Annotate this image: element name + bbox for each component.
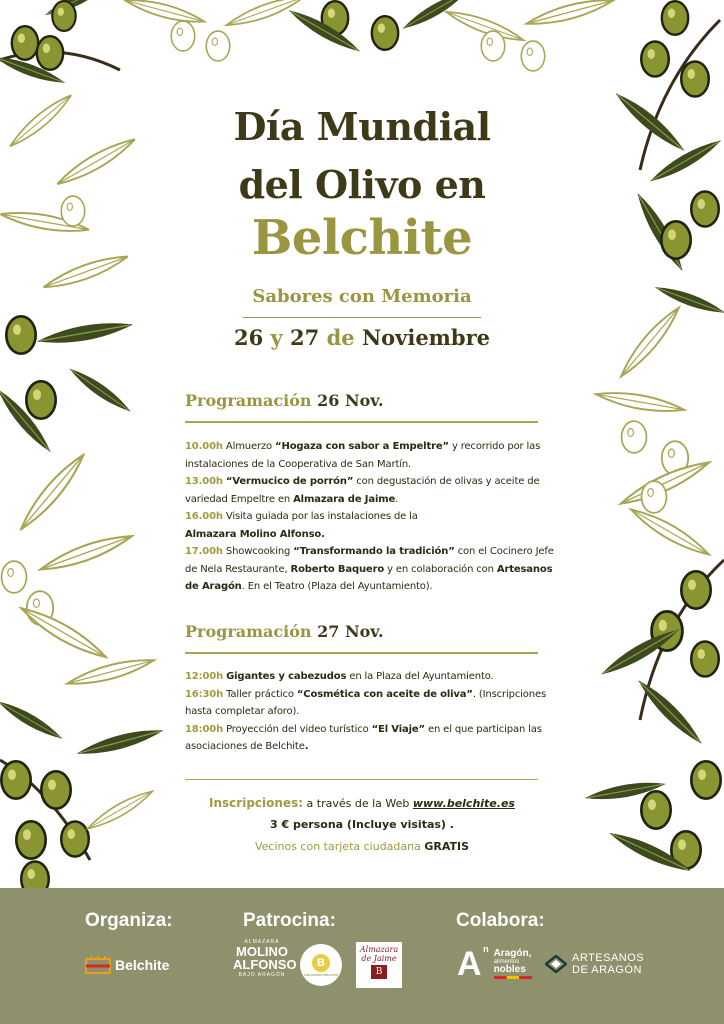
date-month: Noviembre xyxy=(361,325,491,350)
event-item xyxy=(185,508,565,543)
event-time: 17.00h xyxy=(185,546,223,557)
aragon-alimentos-nobles-logo xyxy=(457,944,532,984)
neighbors-line xyxy=(150,840,574,853)
inscriptions-text: a través de la Web xyxy=(303,797,413,810)
event-highlight: . xyxy=(304,741,309,752)
event-time: 10.00h xyxy=(185,441,223,452)
logo-text: ALFONSO xyxy=(233,957,297,972)
almazara-de-jaime-logo xyxy=(356,942,402,988)
event-time: 18:00h xyxy=(185,723,224,735)
program-heading-26 xyxy=(185,391,384,410)
event-highlight: “El Viaje” xyxy=(371,723,425,735)
belchite-emblem-icon xyxy=(85,955,111,975)
artesanos-emblem-icon xyxy=(545,955,567,973)
event-time: 12:00h xyxy=(185,671,224,682)
patrocina-label: Patrocina: xyxy=(243,910,336,931)
logo-text: Aragón, xyxy=(493,948,532,959)
event-text: . xyxy=(395,493,399,505)
program-heading-day: 27 Nov. xyxy=(317,622,384,641)
inscriptions-line xyxy=(150,796,574,810)
belchite-logo xyxy=(85,952,195,978)
aragon-a-icon xyxy=(457,944,489,983)
program-events-26 xyxy=(185,438,565,596)
neighbors-text: Vecinos con tarjeta ciudadana xyxy=(254,840,425,853)
event-time: 13.00h xyxy=(185,476,223,487)
event-text: Showcooking xyxy=(222,546,294,557)
event-highlight: Almazara de Jaime xyxy=(293,493,396,505)
event-highlight: “Vermucico de porrón” xyxy=(225,476,354,487)
event-text: con degustación de olivas y aceite de variedad Empeltre en xyxy=(185,476,540,505)
event-text: y recorrido por las instalaciones de la Cooperativa de San Martín. xyxy=(185,441,541,470)
program-events-27 xyxy=(185,668,565,756)
logo-text: ALMAZARA xyxy=(244,939,280,945)
event-highlight: Gigantes y cabezudos xyxy=(226,671,347,682)
title-line-3: Belchite xyxy=(251,210,473,266)
logo-text: MOLINO xyxy=(236,944,288,959)
website-link[interactable]: www.belchite.es xyxy=(412,797,515,810)
date-day-2: 27 xyxy=(290,325,320,350)
artesanos-logo-text xyxy=(572,952,644,976)
subtitle-divider xyxy=(243,317,481,318)
logo-text: de Jaime xyxy=(361,954,397,963)
organiza-label: Organiza: xyxy=(85,910,173,931)
program-divider xyxy=(185,652,538,654)
event-text: . En el Teatro (Plaza del Ayuntamiento). xyxy=(241,581,433,592)
logo-text: n xyxy=(483,944,489,954)
event-highlight: “Hogaza con sabor a Empeltre” xyxy=(275,441,449,452)
program-divider xyxy=(185,421,538,423)
logo-text: ARTESANOS xyxy=(572,952,645,964)
event-text: Almuerzo xyxy=(222,441,276,452)
logo-text: DE ARAGÓN xyxy=(572,964,642,976)
logo-text: SAN MARTÍN BELCHITE xyxy=(303,972,339,977)
event-text: Visita guiada por las instalaciones de la xyxy=(222,511,418,522)
logo-text: nobles xyxy=(493,964,526,975)
subtitle: Sabores con Memoria xyxy=(252,286,472,307)
san-martin-icon: B xyxy=(312,954,330,972)
event-text: . (Inscripciones hasta completar aforo). xyxy=(185,688,547,717)
aragon-logo-text xyxy=(494,949,532,979)
event-item xyxy=(185,668,565,686)
free-label: GRATIS xyxy=(424,840,470,853)
event-item xyxy=(185,543,565,596)
event-item xyxy=(185,438,565,473)
molino-alfonso-logo xyxy=(233,939,297,978)
program-heading-label: Programación xyxy=(185,391,312,410)
event-text: y en colaboración con xyxy=(384,563,497,575)
logo-text: BAJO ARAGÓN xyxy=(238,972,286,978)
san-martin-logo xyxy=(300,944,342,986)
event-item xyxy=(185,721,565,756)
event-highlight: “Transformando la tradición” xyxy=(293,546,455,557)
logo-text: alimentos xyxy=(493,959,520,965)
artesanos-de-aragon-logo xyxy=(545,952,644,976)
event-time: 16.00h xyxy=(185,511,223,522)
event-item xyxy=(185,686,565,721)
event-highlight: “Cosmética con aceite de oliva” xyxy=(296,688,473,700)
logo-text: Almazara xyxy=(359,945,399,954)
inscriptions-label: Inscripciones: xyxy=(209,796,304,810)
belchite-logo-text: Belchite xyxy=(115,957,170,973)
event-highlight: Almazara Molino Alfonso. xyxy=(185,528,325,540)
logo-text: A xyxy=(457,945,482,983)
date-conjunction: y xyxy=(270,325,283,350)
program-heading-day: 26 Nov. xyxy=(317,391,384,410)
event-item xyxy=(185,473,565,508)
event-dates xyxy=(150,325,574,350)
aragon-color-bar xyxy=(494,976,532,979)
event-highlight: Roberto Baquero xyxy=(290,563,385,575)
event-text: en el que participan las asociaciones de Belchite xyxy=(185,723,542,752)
event-text: con el Cocinero Jefe de Nela Restaurante, xyxy=(185,546,554,575)
event-time: 16:30h xyxy=(185,688,224,700)
jaime-badge-icon: B xyxy=(371,965,387,979)
event-text: Taller práctico xyxy=(223,688,297,700)
date-preposition: de xyxy=(326,325,355,350)
inscriptions-divider xyxy=(185,779,538,780)
event-text: Proyección del video turístico xyxy=(223,723,372,735)
program-heading-27 xyxy=(185,622,384,641)
event-text: en la Plaza del Ayuntamiento. xyxy=(346,671,494,682)
title-line-1: Día Mundial xyxy=(233,104,491,149)
event-highlight: Artesanos de Aragón xyxy=(185,563,553,592)
price-line: 3 € persona (Incluye visitas) . xyxy=(270,818,454,831)
colabora-label: Colabora: xyxy=(456,910,545,931)
date-day-1: 26 xyxy=(233,325,264,350)
program-heading-label: Programación xyxy=(185,622,312,641)
title-line-2: del Olivo en xyxy=(238,162,486,207)
